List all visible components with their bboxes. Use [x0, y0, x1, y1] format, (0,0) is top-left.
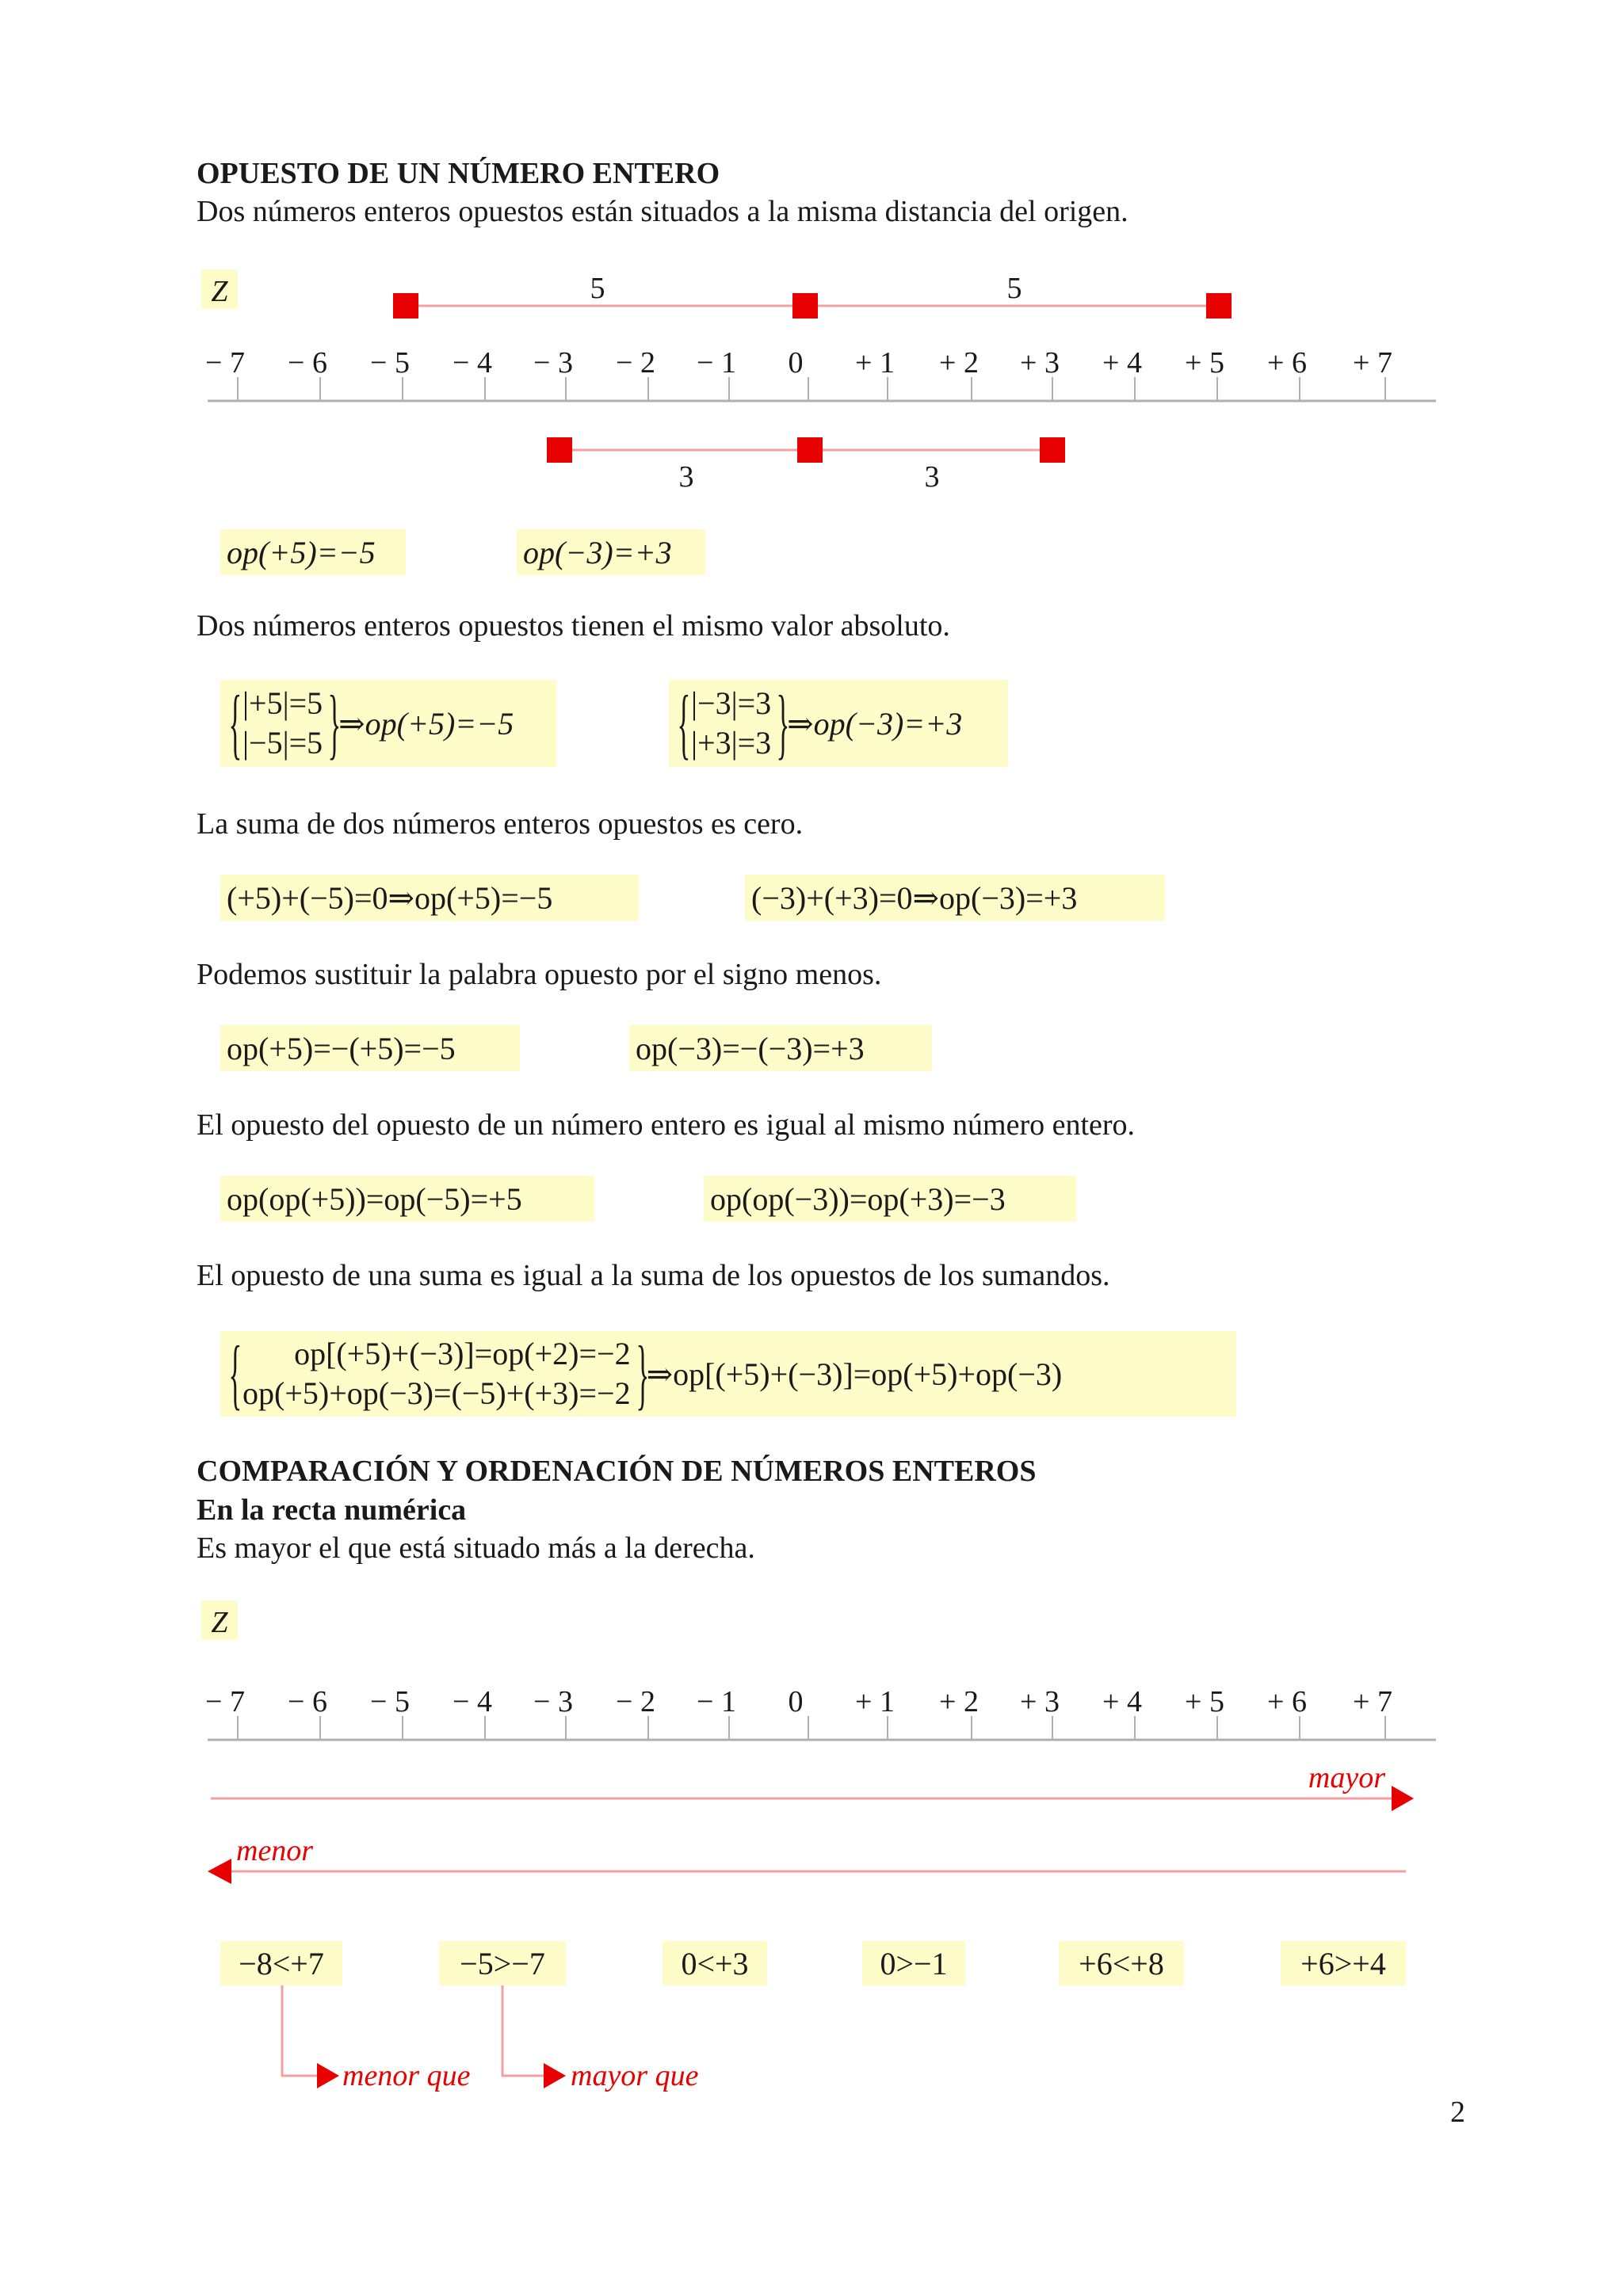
axis-labels [205, 1685, 1392, 1718]
formula-box-abs2 [669, 680, 1008, 767]
distance-label-bottom-right: 3 [924, 460, 940, 494]
axis-tick-label: + 2 [939, 1685, 979, 1718]
formula-double2: op(op(−3))=op(+3)=−3 [710, 1180, 1006, 1217]
sumop-line2: op(+5)+op(−3)=(−5)+(+3)=−2 [242, 1375, 631, 1411]
axis-tick-label: − 5 [370, 1685, 410, 1718]
callout-less-arrow-icon [317, 2063, 339, 2088]
axis-ticks [238, 377, 1385, 401]
distance-label-bottom-left: 3 [678, 460, 694, 494]
formula-box-double2 [704, 1176, 1076, 1222]
formula-sign1: op(+5)=−(+5)=−5 [227, 1030, 456, 1066]
axis-tick-label: + 6 [1267, 1685, 1307, 1718]
formula-box-sum-opposite [220, 1331, 1236, 1417]
paragraph-sum-opposite: El opuesto de una suma es igual a la suma de los opuestos de los sumandos. [197, 1259, 1110, 1292]
callout-greater-arrow-icon [544, 2063, 566, 2088]
arrow-right-label: mayor [1308, 1761, 1385, 1794]
arrow-left-icon [208, 1859, 231, 1884]
comparison-box-1 [220, 1941, 342, 1985]
sumop-result: ⇒op[(+5)+(−3)]=op(+5)+op(−3) [646, 1356, 1063, 1392]
axis-tick-label: − 7 [205, 1685, 245, 1718]
axis-tick-label: 0 [788, 1685, 804, 1718]
formula-box-sign2 [629, 1025, 932, 1071]
comparison-3: 0<+3 [681, 1945, 749, 1981]
axis-tick-label: + 4 [1102, 1685, 1142, 1718]
section-title-opuesto: OPUESTO DE UN NÚMERO ENTERO [197, 157, 720, 190]
formula-box-sum1 [220, 875, 639, 921]
axis-tick-label: + 5 [1185, 1685, 1224, 1718]
axis-tick-label: − 1 [697, 346, 736, 379]
axis-tick-label: + 2 [939, 346, 979, 379]
formula-box-double1 [220, 1176, 594, 1222]
intro-paragraph-2: Es mayor el que está situado más a la derecha. [197, 1531, 755, 1565]
abs2-result: ⇒op(−3)=+3 [787, 705, 963, 742]
set-symbol: Z [211, 275, 228, 308]
marker-zero-top [792, 293, 818, 318]
set-symbol: Z [211, 1606, 228, 1639]
section-title-comparacion: COMPARACIÓN Y ORDENACIÓN DE NÚMEROS ENTEROS [197, 1455, 1037, 1488]
formula-box-sign1 [220, 1025, 520, 1071]
axis-tick-label: + 7 [1353, 346, 1392, 379]
arrow-right-icon [1392, 1786, 1414, 1811]
marker-plus3 [1040, 437, 1065, 463]
formula-box-opm3 [517, 529, 705, 575]
callout-greater-label: mayor que [571, 2059, 699, 2092]
axis-tick-label: + 3 [1020, 1685, 1060, 1718]
comparison-6: +6>+4 [1300, 1945, 1386, 1981]
abs1-line2: |−5|=5 [242, 725, 323, 761]
axis-tick-label: − 4 [453, 1685, 492, 1718]
paragraph-sum: La suma de dos números enteros opuestos es cero. [197, 807, 804, 841]
comparison-5: +6<+8 [1079, 1945, 1164, 1981]
axis-tick-label: − 5 [370, 346, 410, 379]
callout-greater-connector [502, 1985, 547, 2076]
marker-minus3 [547, 437, 572, 463]
comparison-4: 0>−1 [880, 1945, 948, 1981]
distance-label-top-right: 5 [1006, 272, 1022, 305]
callout-connectors [0, 1981, 1623, 2107]
axis-tick-label: − 2 [616, 1685, 655, 1718]
formula-box-sum2 [745, 875, 1165, 921]
formula-opm3: op(−3)=+3 [523, 534, 672, 570]
formula-double1: op(op(+5))=op(−5)=+5 [227, 1180, 522, 1217]
formula-box-abs1 [220, 680, 556, 767]
comparison-box-2 [439, 1941, 566, 1985]
formula-op5: op(+5)=−5 [227, 534, 376, 570]
brace-right-icon: } [636, 1329, 649, 1417]
abs2-line1: |−3|=3 [691, 685, 772, 721]
callout-less-connector [282, 1985, 320, 2076]
brace-left-icon: { [228, 1329, 242, 1417]
axis-tick-label: + 3 [1020, 346, 1060, 379]
intro-paragraph: Dos números enteros opuestos están situados a la misma distancia del origen. [197, 195, 1128, 228]
page-number: 2 [1450, 2096, 1465, 2129]
paragraph-sign: Podemos sustituir la palabra opuesto por el signo menos. [197, 958, 882, 991]
abs1-line1: |+5|=5 [242, 685, 323, 721]
axis-tick-label: − 1 [697, 1685, 736, 1718]
marker-zero-bottom [797, 437, 823, 463]
axis-tick-label: − 3 [533, 1685, 573, 1718]
axis-tick-label: + 1 [855, 1685, 895, 1718]
brace-left-icon: { [228, 679, 242, 767]
number-line-opposites [0, 261, 1623, 523]
comparison-box-3 [663, 1941, 767, 1985]
axis-labels [205, 346, 1392, 379]
comparison-2: −5>−7 [460, 1945, 545, 1981]
sumop-line1: op[(+5)+(−3)]=op(+2)=−2 [294, 1336, 631, 1371]
comparison-box-4 [862, 1941, 965, 1985]
axis-tick-label: − 2 [616, 346, 655, 379]
axis-tick-label: − 4 [453, 346, 492, 379]
callout-less-label: menor que [342, 2059, 471, 2092]
axis-tick-label: + 4 [1102, 346, 1142, 379]
abs2-line2: |+3|=3 [691, 725, 772, 761]
axis-tick-label: − 3 [533, 346, 573, 379]
marker-minus5 [393, 293, 418, 318]
formula-sum2: (−3)+(+3)=0⇒op(−3)=+3 [751, 879, 1078, 916]
paragraph-double-opposite: El opuesto del opuesto de un número entero es igual al mismo número entero. [197, 1108, 1136, 1142]
formula-sign2: op(−3)=−(−3)=+3 [636, 1030, 865, 1066]
comparison-box-6 [1281, 1941, 1406, 1985]
brace-right-icon: } [776, 679, 790, 767]
axis-ticks [238, 1716, 1385, 1740]
arrow-left-label: menor [236, 1834, 314, 1867]
paragraph-abs-value: Dos números enteros opuestos tienen el mismo valor absoluto. [197, 609, 950, 643]
brace-left-icon: { [677, 679, 691, 767]
marker-plus5 [1206, 293, 1232, 318]
number-line-comparison [0, 1600, 1623, 1901]
axis-tick-label: − 7 [205, 346, 245, 379]
axis-tick-label: 0 [788, 346, 804, 379]
axis-tick-label: − 6 [288, 346, 327, 379]
formula-box-op5 [220, 529, 406, 575]
comparison-box-5 [1059, 1941, 1184, 1985]
brace-right-icon: } [327, 679, 342, 767]
distance-label-top-left: 5 [590, 272, 605, 305]
comparison-1: −8<+7 [239, 1945, 324, 1981]
axis-tick-label: − 6 [288, 1685, 327, 1718]
axis-tick-label: + 6 [1267, 346, 1307, 379]
axis-tick-label: + 7 [1353, 1685, 1392, 1718]
axis-tick-label: + 1 [855, 346, 895, 379]
abs1-result: ⇒op(+5)=−5 [338, 705, 514, 742]
axis-tick-label: + 5 [1185, 346, 1224, 379]
section-subtitle: En la recta numérica [197, 1493, 467, 1527]
formula-sum1: (+5)+(−5)=0⇒op(+5)=−5 [227, 879, 553, 916]
